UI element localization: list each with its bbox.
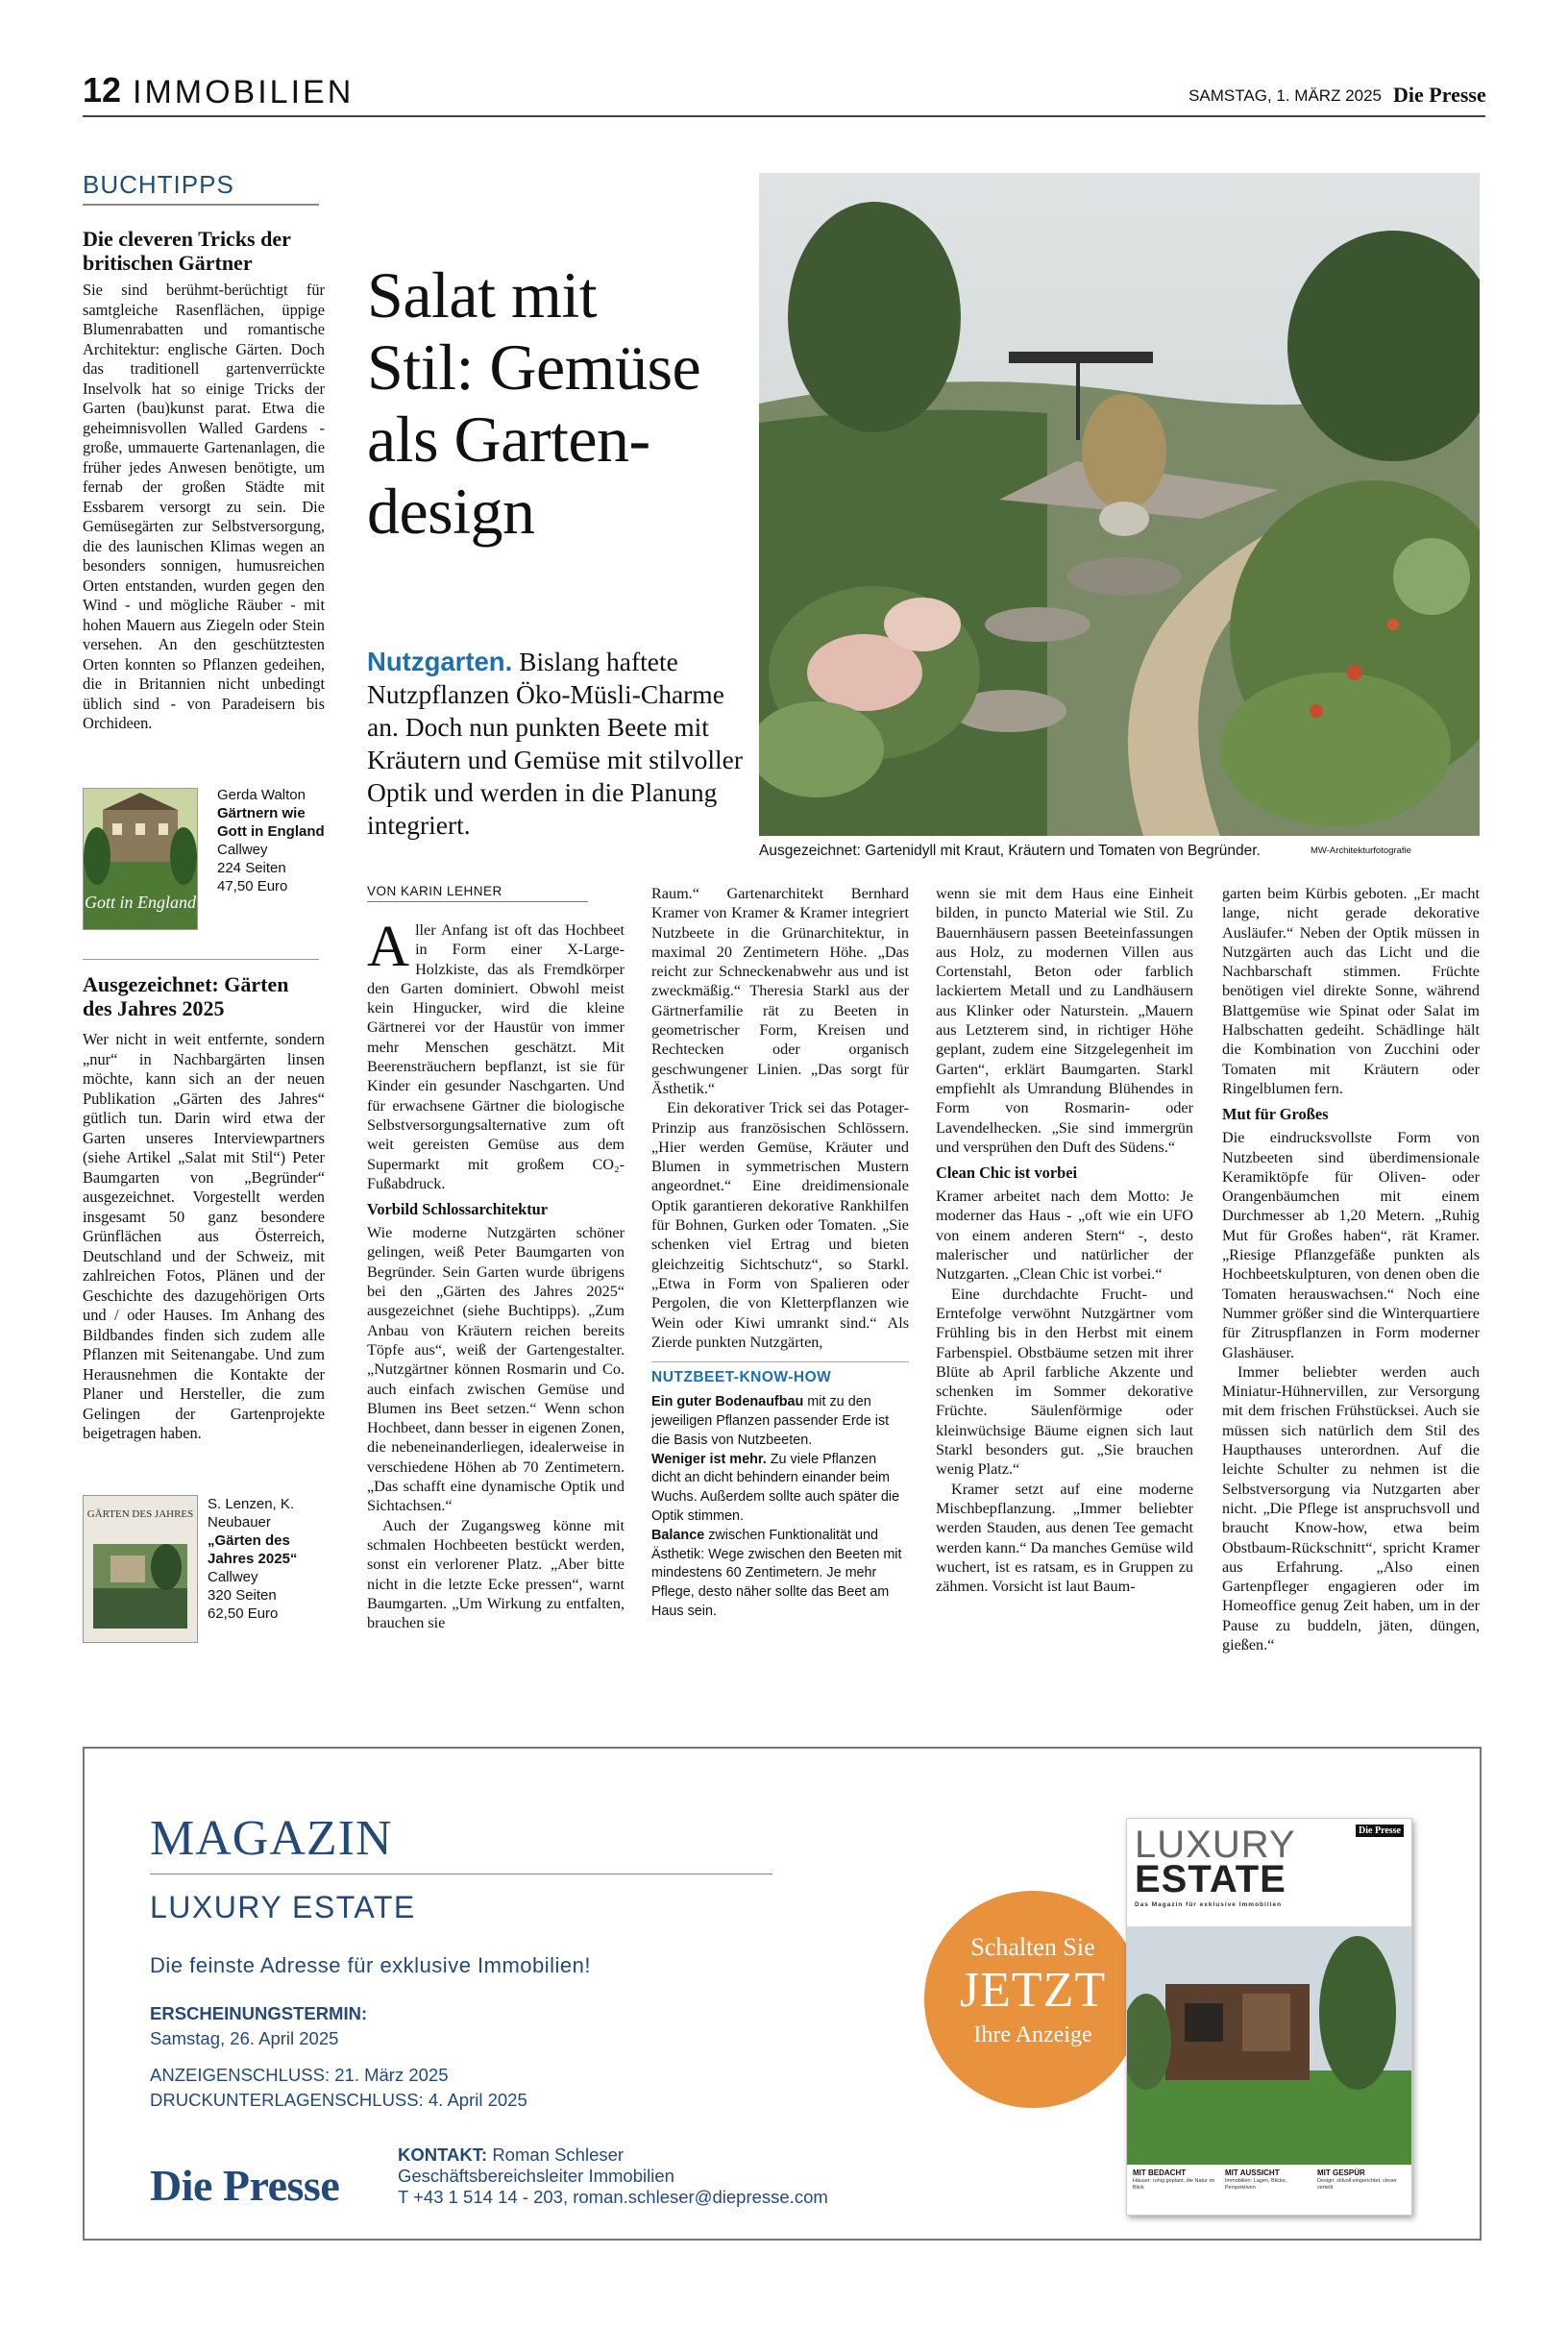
- ad-tagline: Die feinste Adresse für exklusive Immobilien!: [150, 1953, 592, 1977]
- cover-subtitle: Das Magazin für exklusive Immobilien: [1135, 1901, 1283, 1908]
- book2-price: 62,50 Euro: [208, 1605, 279, 1622]
- contact-line[interactable]: T +43 1 514 14 - 203, roman.schleser@diepresse.com: [398, 2187, 828, 2207]
- byline: VON KARIN LEHNER: [367, 884, 588, 902]
- ad-presse-logo: Die Presse: [150, 2161, 340, 2210]
- col3-p2: Kramer arbeitet nach dem Motto: Je moderner das Haus - „oft wie ein UFO von einem anderen Stern“ -, desto malerischer und natürlicher der Nutzgarten. „Clean Chic ist vorbei.“: [936, 1188, 1193, 1284]
- cta-line-1: Schalten Sie: [970, 1933, 1095, 1961]
- col1-p3: Auch der Zugangsweg könne mit schmalen Hochbeeten bestückt werden, sonst ein verlorener Platz. „Aber bitte nicht in die letzte Ecke pressen“, warnt Baumgarten. „Um Wirkung zu entfalten, brauchen sie: [367, 1516, 625, 1632]
- book-cover-gaerten-des-jahres: [83, 1495, 198, 1643]
- knowhow-box: [651, 1393, 909, 1622]
- book1-author: Gerda Walton: [217, 787, 306, 803]
- ad-luxury-title: LUXURY ESTATE: [150, 1890, 416, 1924]
- cover-photo: [1127, 1926, 1411, 2165]
- cover-logo: Die Presse: [1356, 1825, 1404, 1837]
- cover2-text: GÄRTEN DES JAHRES: [86, 1508, 194, 1520]
- cta-line-3: Ihre Anzeige: [973, 2022, 1092, 2047]
- col3-p4: Kramer setzt auf eine moderne Mischbepflanzung. „Immer beliebter werden Stauden, aus denen Tee gemacht werden kann.“ Da manches Gemüse wild wuchert, ist es ratsam, es in Gruppen zu zähmen. Vorsicht ist laut Baum-: [936, 1480, 1193, 1596]
- subhead-mut-fuer-grosses: Mut für Großes: [1222, 1105, 1329, 1124]
- article-column-3: [936, 884, 1193, 1596]
- col1-p2: Wie moderne Nutzgärten schöner gelingen, weiß Peter Baumgarten von Begründer. Sein Garten wurde übrigens bei den „Gärten des Jahres 2025“ ausgezeichnet (siehe Buchtipps). „Zum Anbau von Kräutern reichen bereits Töpfe aus“, weiß der Gartengestalter. „Nutzgärtner können Rosmarin und Co. auch einfach zwischen Gemüse und Blumen ins Beet setzen.“ Wenn schon Hochbeet, dann besser in eigenen Zonen, die nebeneinanderliegen, idealerweise in verschiedene Höhen ab 70 Zentimetern. „Das schafft eine dynamische Optik und Sichtachsen.“: [367, 1224, 625, 1515]
- contact-label: KONTAKT:: [398, 2144, 488, 2165]
- book2-pages: 320 Seiten: [208, 1587, 277, 1604]
- ad-erscheinung-label: ERSCHEINUNGSTERMIN:: [150, 2003, 368, 2023]
- contact-role: Geschäftsbereichsleiter Immobilien: [398, 2166, 674, 2186]
- knowhow-title: NUTZBEET-KNOW-HOW: [651, 1361, 909, 1387]
- contact-name: Roman Schleser: [492, 2144, 625, 2165]
- issue-date: SAMSTAG, 1. MÄRZ 2025: [1188, 86, 1382, 105]
- tip2-text: Wer nicht in weit entfernte, sondern „nur“ in Nachbargärten linsen möchte, kann sich an der neuen Publikation „Gärten des Jahres“ gütlich tun. Darin wird etwa der Garten unseres Interviewpartners (siehe Artikel „Salat mit Stil“) Peter Baumgarten von „Begründer“ ausgezeichnet. Vorgestellt werden insgesamt 50 ganz besondere Grünflächen aus Österreich, Deutschland und der Schweiz, mit zahlreichen Fotos, Plänen und der Geschichte des dazugehörigen Orts und / oder Hauses. Im Anhang des Bildbandes finden sich zudem alle Pflanzen mit Seitenangabe. Und zum Herausnehmen die Kontakte der Planer und Hersteller, die zum Gelingen der Gartenprojekte beigetragen haben.: [83, 1030, 325, 1442]
- cover1-text: Gott in England: [85, 893, 196, 912]
- drop-cap: A: [367, 915, 410, 979]
- book1-pages: 224 Seiten: [217, 860, 286, 876]
- tip1-text: Sie sind berühmt-berüchtigt für samtgleiche Rasenflächen, üppige Blumenrabatten und romantische Architektur: englische Gärten. Doch das traditionell gartenverrückte Inselvolk hat so einige Tricks der Garten (bau)kunst parat. Etwa die geheimnisvollen Walled Gardens - große, ummauerte Gartenanlagen, die früher jedes Anwesen benötigte, um fernab der großen Städte mit Essbarem versorgt zu sein. Die Gemüsegärten zur Selbstversorgung, die des launischen Klimas wegen an besonders sonnigen, humusreichen Orten entstanden, wurden gegen den Wind - und mögliche Räuber - mit hohen Mauern aus Ziegeln oder Stein versehen. An den geschütztesten Orten konnten so Pflanzen gedeihen, die in Britannien nicht unbedingt üblich sind - von Paradeisern bis Orchideen.: [83, 281, 325, 732]
- cover-teaser: MIT GESPÜR Design: stilvoll eingerichtet, clever verteilt: [1317, 2168, 1397, 2191]
- col2-p1: Raum.“ Gartenarchitekt Bernhard Kramer von Kramer & Kramer integriert Nutzbeete in die Grünarchitektur, in maximal 20 Zentimetern Höhe. „Das reicht zur Schneckenabwehr aus und ist zweckmäßig.“ Theresia Starkl aus der Gärtnerfamilie rät zu Beeten in geometrischer Form, Kreisen und Rechtecken oder organisch geschwungener Linien. „Das sorgt für Ästhetik.“: [651, 885, 909, 1097]
- col4-p1: garten beim Kürbis geboten. „Er macht lange, nicht gerade dekorative Ausläufer.“ Neben der Optik müssen in Nutzgärten auch das Licht und die Nachbarschaft stimmen. Früchte benötigen viel direkte Sonne, während Blattgemüse wie Spinat oder Salat im Halbschatten gedeiht. Schädlinge hält die Kombination von Zucchini oder Tomaten mit Kräutern oder Ringelblumen fern.: [1222, 885, 1480, 1097]
- cover-teaser: MIT BEDACHT Häuser: ruhig geplant, die Natur im Blick: [1133, 2168, 1215, 2191]
- photo-credit: MW-Architekturfotografie: [1311, 845, 1411, 856]
- garden-photo: [759, 173, 1480, 836]
- col3-p1: wenn sie mit dem Haus eine Einheit bilden, in puncto Material wie Stil. Zu Bauernhäusern passen Beeteinfassungen aus Holz, zu modernen Villen aus Cortenstahl, Beton oder farblich lackiertem Metall und zu Landhäusern aus Klinker oder Naturstein. „Mauern aus Letzterem sind, in richtiger Höhe geplant, zudem eine Sitzgelegenheit im Garten“, erklärt Baumgarten. Starkl empfiehlt als Umrandung Blühendes in Form von Rosmarin- oder Lavendelhecken. „Sie sind immergrün und versprühen den Duft des Südens.“: [936, 885, 1193, 1156]
- masthead-logo: Die Presse: [1393, 83, 1486, 107]
- page-number: 12: [83, 70, 122, 110]
- sidebar-title: BUCHTIPPS: [83, 169, 319, 206]
- book2-title: „Gärten des Jahres 2025“: [208, 1532, 298, 1567]
- knowhow-item: Balance zwischen Funktionalität und Ästhetik: Wege zwischen den Beeten mit mindestens 60 Zentimetern. Je mehr Pflege, desto näher sollte das Beet am Haus sein.: [651, 1527, 902, 1619]
- book2-info: [208, 1495, 332, 1623]
- headline-line-4: design: [367, 475, 535, 548]
- ad-contact: [398, 2144, 828, 2208]
- ad-cta-circle[interactable]: [924, 1891, 1141, 2108]
- headline-line-2: Stil: Gemüse: [367, 331, 701, 404]
- col1-p1: ller Anfang ist oft das Hochbeet in Form einer X-Large-Holzkiste, das als Fremdkörper den Garten dominiert. Obwohl meist kein Hingucker, wird die kleine Gärtnerei vor der Haustür von immer mehr Menschen geschätzt. Mit Beerensträuchern bepflanzt, ist sie für Kinder ein gesunder Naschgarten. Und für erwachsene Gärtner die biologische Selbstversorgungsalternative zum oft weit gereisten Gemüse aus dem Supermarkt mit großem CO₂-Fußabdruck.: [367, 921, 625, 1192]
- book1-info: [217, 786, 332, 895]
- article-column-1: [367, 915, 625, 1632]
- book2-publisher: Callwey: [208, 1569, 258, 1585]
- article-lede: [367, 646, 751, 842]
- cta-line-2: JETZT: [959, 1963, 1107, 2018]
- col3-p3: Eine durchdachte Frucht- und Erntefolge verwöhnt Nutzgärtner vom Frühling bis in den Herbst mit einem Farbenspiel. Obstbäume setzen mit ihrer Blüte ab April farbliche Akzente und schenken im Sommer dekorative Früchte. Säulenförmige oder kleinwüchsige Bäume eignen sich laut Starkl besonders gut. „Sie brauchen wenig Platz.“: [936, 1285, 1193, 1479]
- lede-kicker: Nutzgarten.: [367, 647, 513, 676]
- article-headline: [367, 259, 771, 548]
- book-cover-gott-in-england: [83, 788, 198, 930]
- lede-text: Bislang haftete Nutzpflanzen Öko-Müsli-Charme an. Doch nun punkten Beete mit Kräutern und Gemüse mit stilvoller Optik und werden in die Planung integriert.: [367, 647, 744, 840]
- book2-author: S. Lenzen, K. Neubauer: [208, 1496, 295, 1531]
- section-title: IMMOBILIEN: [133, 74, 355, 110]
- book1-publisher: Callwey: [217, 842, 268, 858]
- knowhow-item: Weniger ist mehr. Zu viele Pflanzen dicht an dicht behindern einander beim Wuchs. Außerdem sollte auch später die Optik stimmen.: [651, 1451, 900, 1524]
- cover-teaser: MIT AUSSICHT Immobilien: Lagen, Blicke, Perspektiven: [1225, 2168, 1287, 2191]
- tip2-heading: Ausgezeichnet: Gärten des Jahres 2025: [83, 972, 289, 1020]
- subhead-clean-chic: Clean Chic ist vorbei: [936, 1164, 1078, 1183]
- headline-line-1: Salat mit: [367, 258, 598, 331]
- ad-magazin-title: MAGAZIN: [150, 1811, 393, 1866]
- cover-luxury: LUXURY: [1135, 1824, 1296, 1866]
- ad-erscheinung-date: Samstag, 26. April 2025: [150, 2028, 339, 2048]
- book1-price: 47,50 Euro: [217, 878, 288, 894]
- article-column-2: [651, 884, 909, 1622]
- photo-caption: Ausgezeichnet: Gartenidyll mit Kraut, Kräutern und Tomaten von Begründer.: [759, 843, 1261, 859]
- book1-title: Gärtnern wie Gott in England: [217, 805, 325, 840]
- col4-p2: Die eindrucksvollste Form von Nutzbeeten sind überdimensionale Keramiktöpfe für Oliven- oder Orangenbäumchen mit einem Durchmesser ab 1,20 Metern. „Ruhig Mut für Großes haben“, rät Kramer. „Riesige Pflanzgefäße punkten als Hochbeetskulpturen, von denen oben die Tomaten herauswachsen.“ Noch eine Nummer größer sind die Winterquartiere für Zitruspflanzen in Form moderner Glashäuser.: [1222, 1129, 1480, 1361]
- sidebar-divider: [83, 959, 319, 960]
- ad-anzeigenschluss: ANZEIGENSCHLUSS: 21. März 2025: [150, 2065, 449, 2085]
- magazine-cover: [1126, 1818, 1412, 2216]
- col2-p2: Ein dekorativer Trick sei das Potager-Prinzip aus französischen Schlössern. „Hier werden Gemüse, Kräuter und Blumen in symmetrischen Mustern angeordnet.“ Eine dreidimensionale Optik garantieren dekorative Rankhilfen für Bohnen, Gurken oder Tomaten. „Sie schenken viel Ertrag und bieten gleichzeitig Sichtschutz“, so Starkl. „Etwa in Form von Spalieren oder Pergolen, die von Kletterpflanzen wie Wein oder Kiwi umrankt sind.“ Als Zierde punkten Nutzgärten,: [651, 1099, 909, 1351]
- col4-p3: Immer beliebter werden auch Miniatur-Hühnervillen, zur Versorgung mit dem frischen Frühstücksei. Auch sie müssen sich natürlich dem Stil des Haupthauses unterordnen. Auf die leichte Schulter zu nehmen ist die Selbstversorgung via Nutzgarten aber nicht. „Die Pflege ist anspruchsvoll und braucht Know-how, etwa beim Obstbaum-Rückschnitt“, spricht Kramer aus Erfahrung. „Also einen Gartenpfleger engagieren oder im Homeoffice genug Zeit haben, um in der Pause zu buddeln, jäten, düngen, gießen.“: [1222, 1362, 1480, 1654]
- knowhow-item: Ein guter Bodenaufbau mit zu den jeweiligen Pflanzen passender Erde ist die Basis von Nutzbeeten.: [651, 1394, 890, 1448]
- article-column-4: [1222, 884, 1480, 1654]
- headline-line-3: als Garten-: [367, 403, 650, 476]
- header-rule: [83, 115, 1485, 117]
- subhead-schlossarchitektur: Vorbild Schlossarchitektur: [367, 1200, 549, 1219]
- ad-druckschluss: DRUCKUNTERLAGENSCHLUSS: 4. April 2025: [150, 2090, 527, 2110]
- tip1-heading: Die cleveren Tricks der britischen Gärtner: [83, 227, 291, 275]
- cover-estate: ESTATE: [1135, 1858, 1286, 1900]
